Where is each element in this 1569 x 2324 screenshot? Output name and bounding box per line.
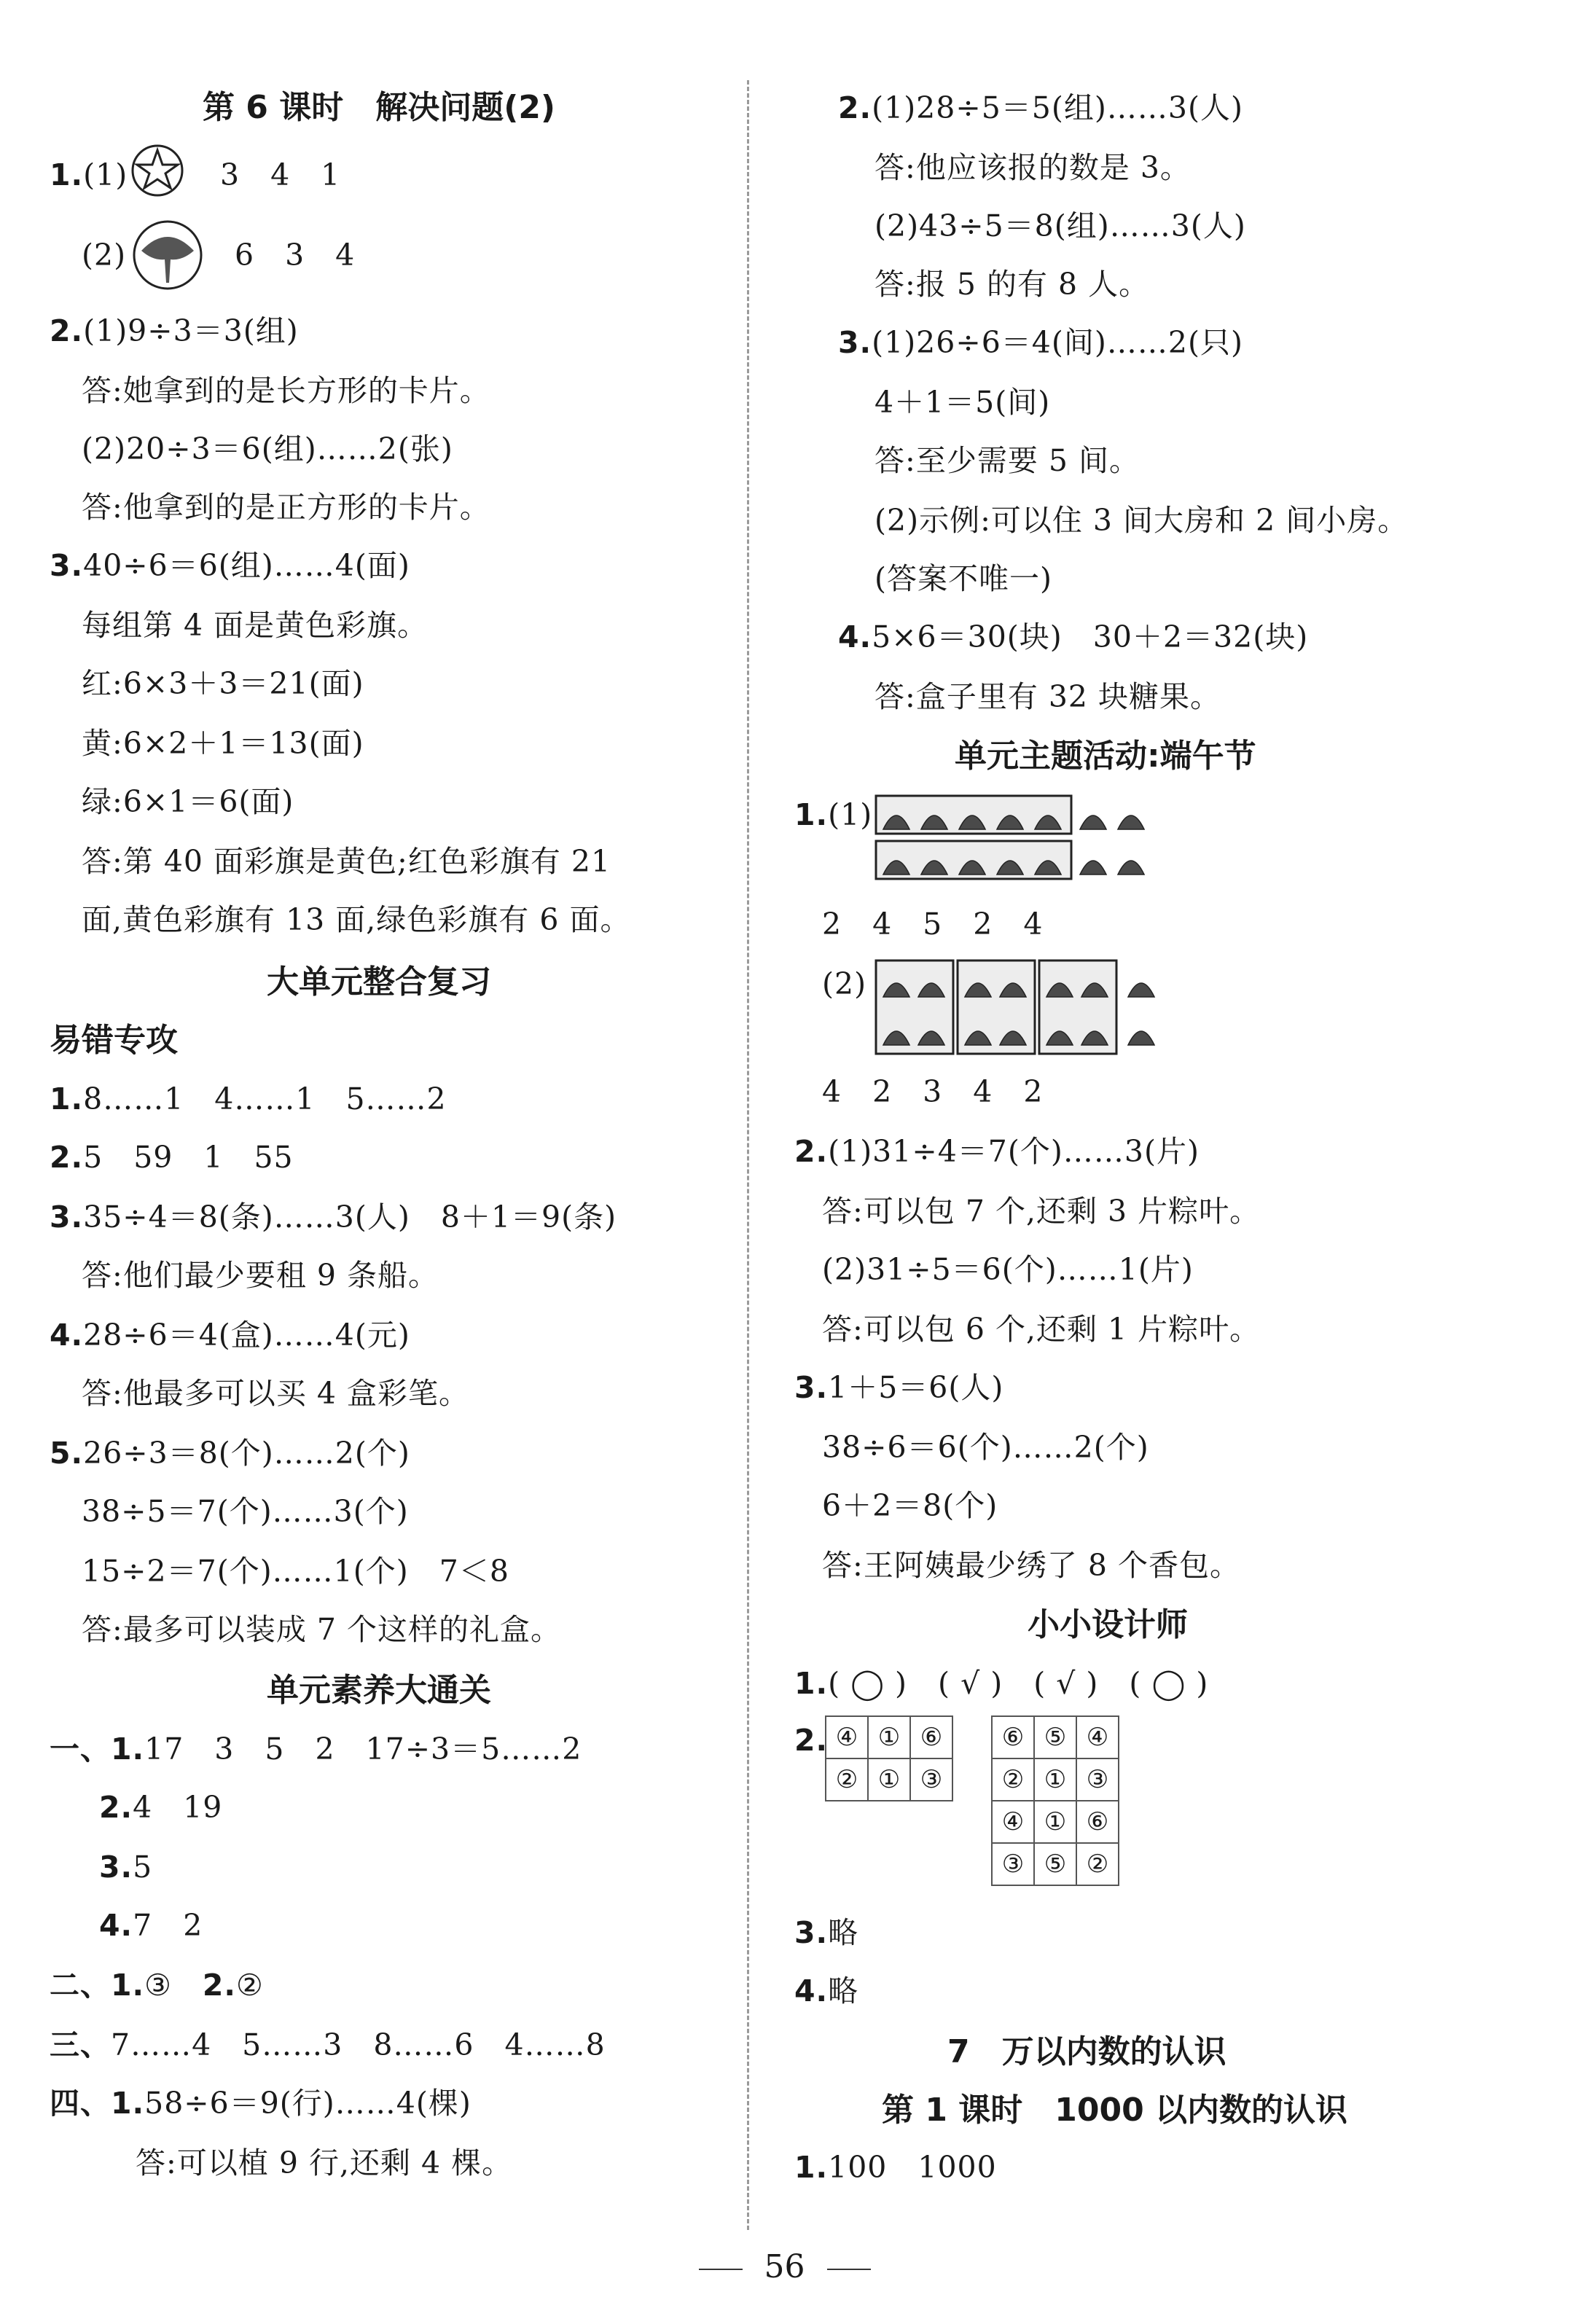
grid2-cell: ①: [1034, 1758, 1076, 1801]
s4-line: 四、1.58÷6＝9(行)……4(棵): [50, 2086, 472, 2121]
q3-line1: 3.40÷6＝6(组)……4(面): [50, 548, 410, 583]
footer-dash-right: [827, 2269, 871, 2270]
r4-line2: 答:盒子里有 32 块糖果。: [875, 679, 1221, 714]
grid1-cell: ④: [826, 1716, 868, 1758]
q2-line4: 答:他拿到的是正方形的卡片。: [82, 490, 490, 525]
designer-heading: 小小设计师: [1028, 1606, 1188, 1643]
review-heading: 大单元整合复习: [267, 963, 491, 1001]
e5-answer: 答:最多可以装成 7 个这样的礼盒。: [82, 1612, 561, 1647]
s1-line1: 一、1.17 3 5 2 17÷3＝5……2: [50, 1732, 582, 1767]
a3-line1: 3.1＋5＝6(人): [794, 1370, 1004, 1405]
e5-line2: 38÷5＝7(个)……3(个): [82, 1494, 409, 1529]
a2-line3: (2)31÷5＝6(个)……1(片): [822, 1252, 1194, 1287]
r3-line2: 4＋1＝5(间): [875, 385, 1051, 420]
grid2-row: [992, 1758, 1119, 1801]
q1-line1: 1.(1): [50, 157, 128, 192]
page-number: 56: [764, 2248, 805, 2285]
grid2-cell: ②: [992, 1758, 1034, 1801]
unit-review-heading: 单元素养大通关: [267, 1672, 491, 1709]
r2-line3: (2)43÷5＝8(组)……3(人): [875, 208, 1246, 243]
e3-answer: 答:他们最少要租 9 条船。: [82, 1258, 439, 1293]
r2-line4: 答:报 5 的有 8 人。: [875, 267, 1150, 302]
a1-part2-label: (2): [822, 966, 867, 1001]
r3-line4: (2)示例:可以住 3 间大房和 2 间小房。: [875, 503, 1409, 538]
grid2-cell: ⑥: [1076, 1801, 1119, 1843]
activity-heading: 单元主题活动:端午节: [955, 738, 1256, 775]
d1-line: 1.( ◯ ) ( √ ) ( √ ) ( ◯ ): [794, 1666, 1209, 1701]
grid2-cell: ③: [992, 1843, 1034, 1885]
digit-grid-2: [991, 1715, 1119, 1886]
r2-line1: 2.(1)28÷5＝5(组)……3(人): [838, 90, 1243, 125]
d3-line: 3.略: [794, 1915, 859, 1950]
q3-line5: 绿:6×1＝6(面): [82, 784, 294, 819]
r4-line1: 4.5×6＝30(块) 30＋2＝32(块): [838, 619, 1309, 654]
a2-line4: 答:可以包 6 个,还剩 1 片粽叶。: [822, 1312, 1261, 1347]
q3-line7: 面,黄色彩旗有 13 面,绿色彩旗有 6 面。: [82, 902, 631, 937]
grid1-cell: ⑥: [910, 1716, 952, 1758]
lesson-1-heading: 第 1 课时 1000 以内数的认识: [882, 2092, 1348, 2129]
a1-values-1: 2 4 5 2 4: [822, 907, 1044, 942]
l1-line: 1.100 1000: [794, 2150, 997, 2185]
s3-line: 三、7……4 5……3 8……6 4……8: [50, 2027, 606, 2062]
grid2-cell: ②: [1076, 1843, 1119, 1885]
grid2-row: [992, 1801, 1119, 1843]
e3-line: 3.35÷4＝8(条)……3(人) 8＋1＝9(条): [50, 1200, 617, 1235]
lesson-heading: 第 6 课时 解决问题(2): [202, 89, 556, 126]
grid1-cell: ①: [868, 1758, 910, 1801]
error-section-heading: 易错专攻: [50, 1022, 178, 1059]
s1-line4: 4.7 2: [99, 1908, 203, 1943]
zongzi-group-2-icon: [875, 958, 1195, 1057]
ginkgo-leaf-circle-icon: [131, 219, 204, 292]
grid2-row: [992, 1716, 1119, 1758]
grid2-cell: ①: [1034, 1801, 1076, 1843]
grid2-cell: ⑤: [1034, 1716, 1076, 1758]
star-circle-icon: [130, 143, 185, 198]
grid2-cell: ④: [1076, 1716, 1119, 1758]
grid1-cell: ①: [868, 1716, 910, 1758]
q3-line2: 每组第 4 面是黄色彩旗。: [82, 608, 429, 643]
s2-line: 二、1.③ 2.②: [50, 1968, 264, 2003]
grid1-row: [826, 1716, 952, 1758]
grid2-cell: ⑥: [992, 1716, 1034, 1758]
chapter-heading: 7 万以内数的认识: [947, 2033, 1226, 2070]
s1-line2: 2.4 19: [99, 1790, 223, 1825]
page-footer: [0, 2248, 1569, 2285]
e1-line: 1.8……1 4……1 5……2: [50, 1081, 447, 1116]
d2-label: 2.: [794, 1723, 829, 1758]
s1-line3: 3.5: [99, 1850, 153, 1885]
e4-answer: 答:他最多可以买 4 盒彩笔。: [82, 1376, 469, 1411]
grid2-cell: ④: [992, 1801, 1034, 1843]
a2-line2: 答:可以包 7 个,还剩 3 片粽叶。: [822, 1194, 1261, 1229]
r3-line3: 答:至少需要 5 间。: [875, 443, 1140, 478]
grid2-cell: ⑤: [1034, 1843, 1076, 1885]
q3-line4: 黄:6×2＋1＝13(面): [82, 726, 364, 761]
grid1-row: [826, 1758, 952, 1801]
a3-line3: 6＋2＝8(个): [822, 1488, 998, 1523]
grid1-cell: ③: [910, 1758, 952, 1801]
a3-line2: 38÷6＝6(个)……2(个): [822, 1430, 1149, 1465]
a1-values-2: 4 2 3 4 2: [822, 1074, 1044, 1109]
a2-line1: 2.(1)31÷4＝7(个)……3(片): [794, 1134, 1200, 1169]
q2-line3: (2)20÷3＝6(组)……2(张): [82, 431, 453, 466]
q1-values-1: 3 4 1: [220, 157, 341, 192]
r3-line5: (答案不唯一): [875, 561, 1052, 596]
q1-part2-label: (2): [82, 238, 127, 273]
e5-line1: 5.26÷3＝8(个)……2(个): [50, 1436, 410, 1471]
q2-line1: 2.(1)9÷3＝3(组): [50, 313, 299, 348]
digit-grid-1: [825, 1715, 953, 1801]
grid1-cell: ②: [826, 1758, 868, 1801]
q3-line3: 红:6×3＋3＝21(面): [82, 666, 364, 701]
d4-line: 4.略: [794, 1973, 859, 2008]
e4-line: 4.28÷6＝4(盒)……4(元): [50, 1318, 410, 1353]
column-divider: [747, 80, 749, 2230]
a3-line4: 答:王阿姨最少绣了 8 个香包。: [822, 1548, 1240, 1583]
q2-line2: 答:她拿到的是长方形的卡片。: [82, 373, 490, 408]
r2-line2: 答:他应该报的数是 3。: [875, 150, 1191, 185]
s4-answer: 答:可以植 9 行,还剩 4 棵。: [136, 2145, 513, 2180]
q3-line6: 答:第 40 面彩旗是黄色;红色彩旗有 21: [82, 844, 611, 879]
a1-line1: 1.(1): [794, 797, 873, 832]
r3-line1: 3.(1)26÷6＝4(间)……2(只): [838, 325, 1243, 360]
e2-line: 2.5 59 1 55: [50, 1140, 294, 1175]
zongzi-group-1-icon: [875, 793, 1224, 882]
footer-dash-left: [699, 2269, 743, 2270]
e5-line3: 15÷2＝7(个)……1(个) 7＜8: [82, 1554, 509, 1589]
grid2-row: [992, 1843, 1119, 1885]
grid2-cell: ③: [1076, 1758, 1119, 1801]
q1-values-2: 6 3 4: [235, 238, 356, 273]
